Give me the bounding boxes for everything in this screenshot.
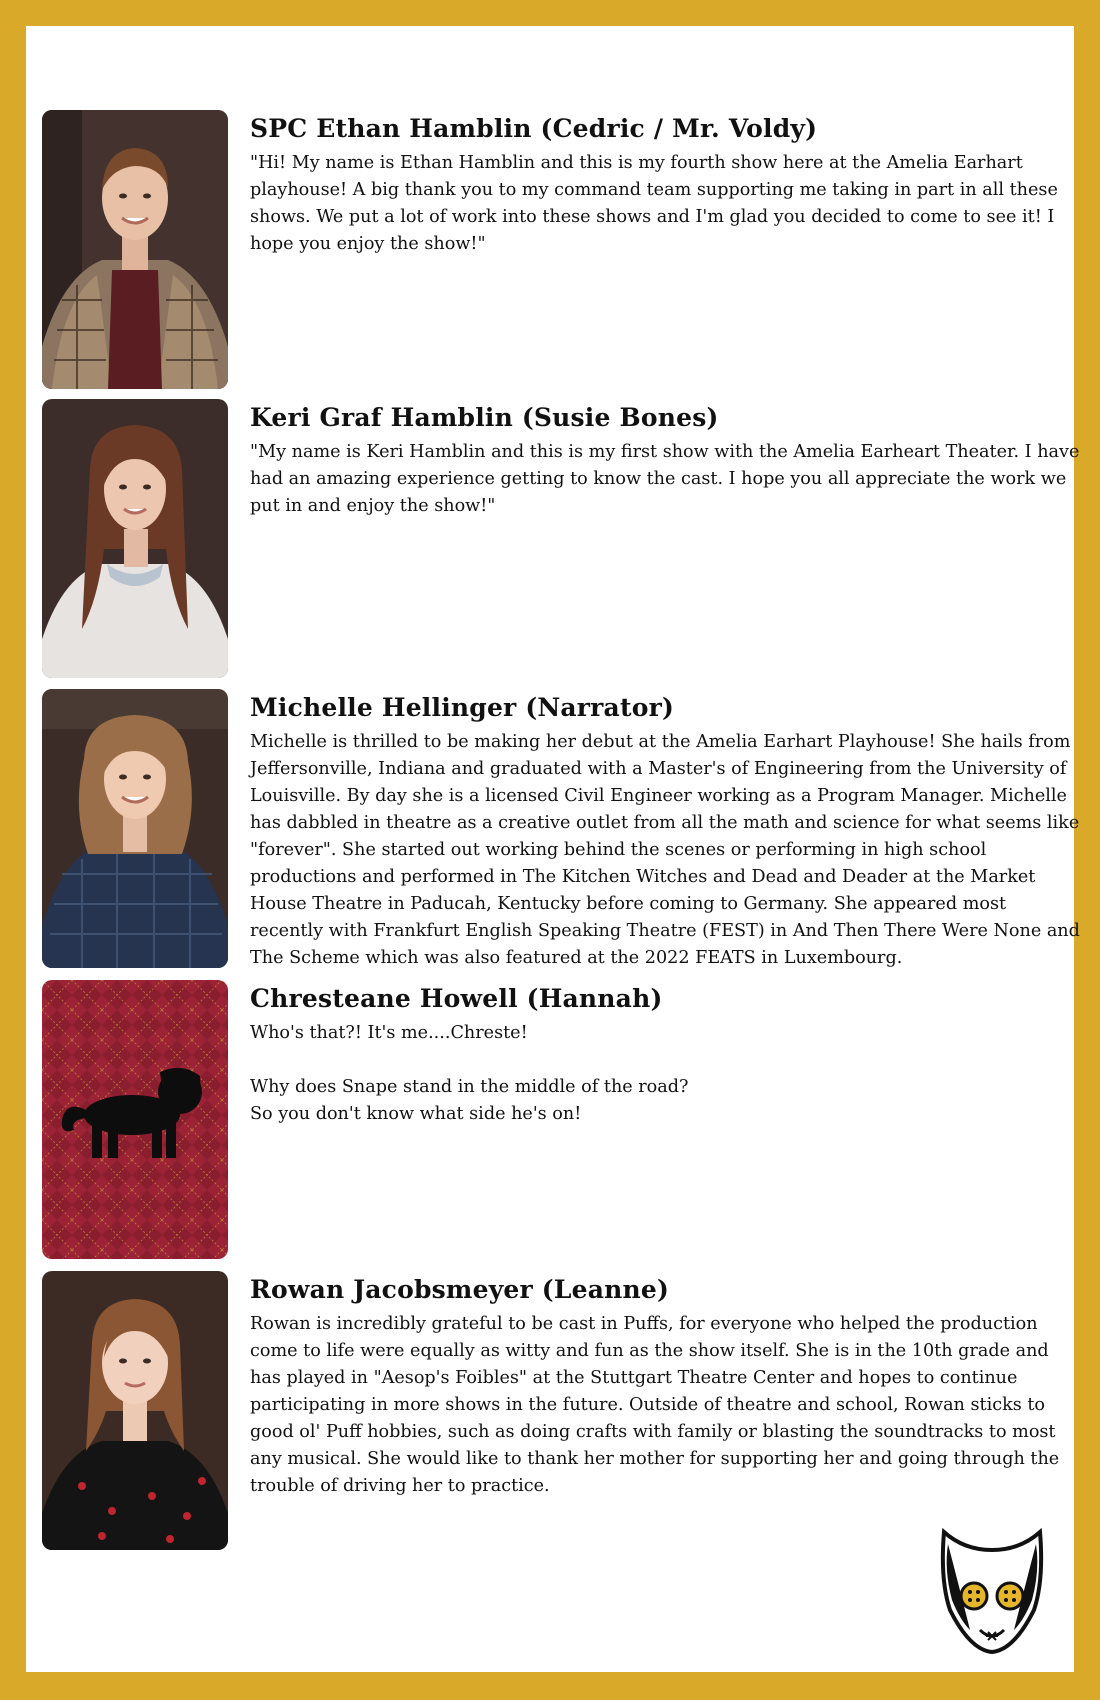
cast-bio (250, 1311, 1082, 1500)
headshot-image (42, 689, 228, 968)
lion-placeholder-card (42, 980, 228, 1259)
cast-bio (250, 150, 1082, 258)
cast-name: Keri Graf Hamblin (Susie Bones) (250, 403, 719, 432)
bio-line: Why does Snape stand in the middle of the road? (250, 1077, 689, 1097)
headshot-keri (42, 399, 228, 678)
bio-paragraph: Rowan is incredibly grateful to be cast in Puffs, for everyone who helped the production come to life were equally as witty and fun as the show itself. She is in the 10th grade and has played in "Aesop's Foibles" at the Stuttgart Theatre Center and hopes to continue participating in more shows in the future. Outside of theatre and school, Rowan sticks to good ol' Puff hobbies, such as doing crafts with family or blasting the soundtracks to most any musical. She would like to thank her mother for supporting her and going through the trouble of driving her to practice. (250, 1314, 1060, 1496)
bio-paragraph: "My name is Keri Hamblin and this is my first show with the Amelia Earheart Theater. I have had an amazing experience getting to know the cast. I hope you all appreciate the work we put in and enjoy the show!" (250, 442, 1080, 516)
headshot-ethan (42, 110, 228, 389)
cast-name: Michelle Hellinger (Narrator) (250, 693, 674, 722)
bio-line: Who's that?! It's me....Chreste! (250, 1023, 528, 1043)
headshot-rowan (42, 1271, 228, 1550)
headshot-image (42, 110, 228, 389)
headshot-michelle (42, 689, 228, 968)
cast-name: Chresteane Howell (Hannah) (250, 984, 663, 1013)
badger-head-icon (930, 1520, 1054, 1656)
headshot-image (42, 1271, 228, 1550)
bio-spacer (250, 1047, 1082, 1074)
cast-name: SPC Ethan Hamblin (Cedric / Mr. Voldy) (250, 114, 818, 143)
cast-bio (250, 729, 1082, 972)
cast-name: Rowan Jacobsmeyer (Leanne) (250, 1275, 669, 1304)
bio-paragraph: Michelle is thrilled to be making her debut at the Amelia Earhart Playhouse! She hails from Jeffersonville, Indiana and graduated with a Master's of Engineering from the University of Louisville. By day she is a licensed Civil Engineer working as a Program Manager. Michelle has dabbled in theatre as a creative outlet from all the math and science for what seems like "forever". She started out working behind the scenes or performing in high school productions and performed in The Kitchen Witches and Dead and Deader at the Market House Theatre in Paducah, Kentucky before coming to Germany. She appeared most recently with Frankfurt English Speaking Theatre (FEST) in And Then There Were None and The Scheme which was also featured at the 2022 FEATS in Luxembourg. (250, 732, 1080, 968)
bio-line: So you don't know what side he's on! (250, 1104, 582, 1124)
headshot-image (42, 399, 228, 678)
cast-bio (250, 1020, 1082, 1128)
lion-silhouette-icon (42, 980, 228, 1259)
cast-bio (250, 439, 1082, 520)
bio-paragraph: "Hi! My name is Ethan Hamblin and this is my fourth show here at the Amelia Earhart playhouse! A big thank you to my command team supporting me taking in part in all these shows. We put a lot of work into these shows and I'm glad you decided to come to see it! I hope you enjoy the show!" (250, 153, 1058, 254)
